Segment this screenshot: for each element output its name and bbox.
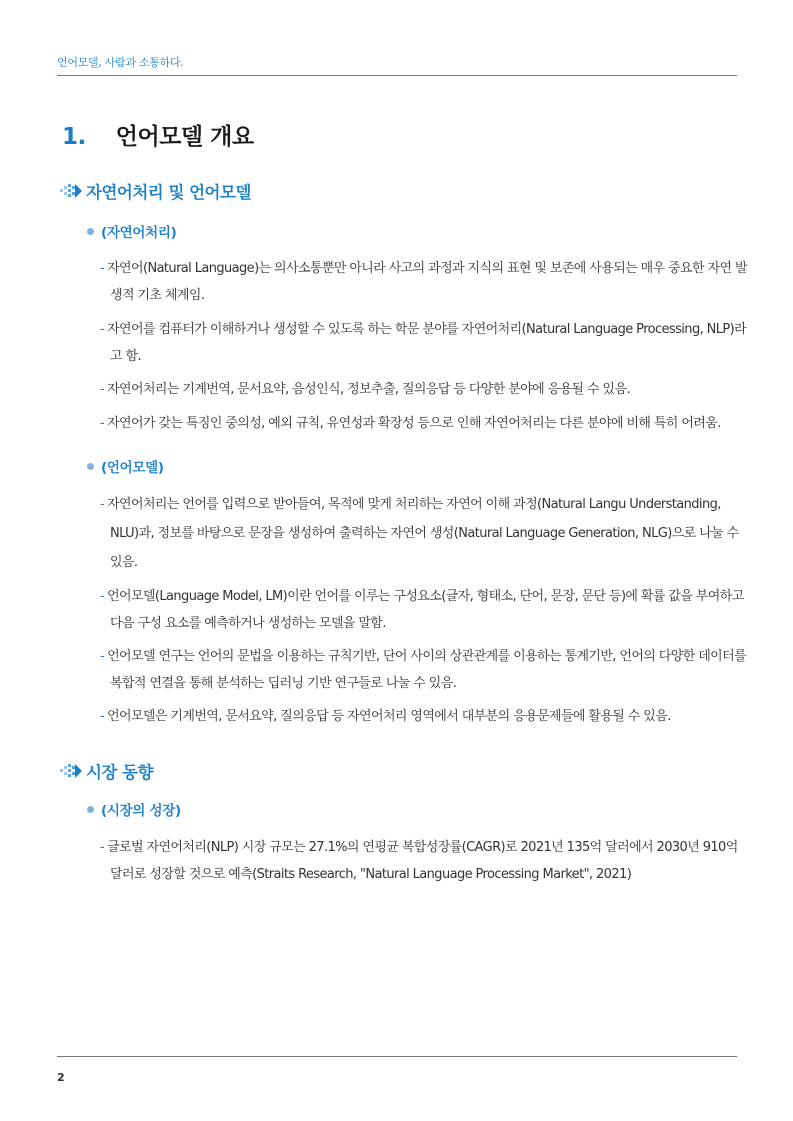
- list-item: - 자연어처리는 언어를 입력으로 받아들여, 목적에 맞게 처리하는 자연어 이해 과정(Natural Langu Understanding, NLU)과, 정보를 바탕으로 문장을 생성하여 출력하는 자연어 생성(Natural Language Generation, NLG)으로 나눌 수 있음.: [100, 497, 739, 570]
- list-item: - 언어모델 연구는 언어의 문법을 이용하는 규칙기반, 단어 사이의 상관관계를 이용하는 통계기반, 언어의 다양한 데이터를 복합적 연결을 통해 분석하는 딥러닝 기반 연구들로 나눌 수 있음.: [100, 649, 747, 691]
- subheading: [87, 221, 176, 241]
- section-title: 자연어처리 및 언어모델: [86, 183, 251, 202]
- arrow-icon: [60, 764, 82, 778]
- list-item-text: 자연어가 갖는 특징인 중의성, 예외 규칙, 유연성과 확장성 등으로 인해 자연어처리는 다른 분야에 비해 특히 어려움.: [107, 416, 721, 431]
- list-item: - 언어모델(Language Model, LM)이란 언어를 이루는 구성요소(글자, 형태소, 단어, 문장, 문단 등)에 확률 값을 부여하고 다음 구성 요소를 예측하거나 생성하는 모델을 말함.: [100, 589, 744, 631]
- section-heading: [60, 759, 153, 783]
- list-item: - 자연어(Natural Language)는 의사소통뿐만 아니라 사고의 과정과 지식의 표현 및 보존에 사용되는 매우 중요한 자연 발생적 기초 체계임.: [100, 261, 747, 303]
- list-item-text: 자연어(Natural Language)는 의사소통뿐만 아니라 사고의 과정과 지식의 표현 및 보존에 사용되는 매우 중요한 자연 발생적 기초 체계임.: [107, 261, 747, 303]
- list-item-text: 자연어처리는 언어를 입력으로 받아들여, 목적에 맞게 처리하는 자연어 이해 과정(Natural Langu Understanding, NLU)과, 정보를 바탕으로 문장을 생성하여 출력하는 자연어 생성(Natural Language Generation, NLG)으로 나눌 수 있음.: [107, 497, 739, 570]
- list-item: - 자연어가 갖는 특징인 중의성, 예외 규칙, 유연성과 확장성 등으로 인해 자연어처리는 다른 분야에 비해 특히 어려움.: [100, 416, 721, 431]
- list-item-text: 언어모델(Language Model, LM)이란 언어를 이루는 구성요소(글자, 형태소, 단어, 문장, 문단 등)에 확률 값을 부여하고 다음 구성 요소를 예측하거나 생성하는 모델을 말함.: [107, 589, 744, 631]
- list-item: - 자연어처리는 기계번역, 문서요약, 음성인식, 정보추출, 질의응답 등 다양한 분야에 응용될 수 있음.: [100, 382, 630, 397]
- list-item-text: 자연어처리는 기계번역, 문서요약, 음성인식, 정보추출, 질의응답 등 다양한 분야에 응용될 수 있음.: [107, 382, 630, 397]
- list-item: - 자연어를 컴퓨터가 이해하거나 생성할 수 있도록 하는 학문 분야를 자연어처리(Natural Language Processing, NLP)라고 함.: [100, 322, 747, 364]
- subheading: [87, 456, 164, 476]
- bullet-icon: [87, 463, 94, 470]
- list-item-text: 글로벌 자연어처리(NLP) 시장 규모는 27.1%의 연평균 복합성장률(CAGR)로 2021년 135억 달러에서 2030년 910억 달러로 성장할 것으로 예측(Straits Research, "Natural Language Processing Market", 2021): [107, 840, 738, 882]
- chapter-title-text: 언어모델 개요: [115, 124, 254, 150]
- header-divider: [57, 75, 737, 76]
- bullet-icon: [87, 806, 94, 813]
- subheading-label: (자연어처리): [101, 225, 177, 241]
- subheading-label: (시장의 성장): [101, 803, 181, 819]
- section-title: 시장 동향: [86, 763, 154, 782]
- section-heading: [60, 179, 251, 203]
- chapter-title: [62, 118, 254, 151]
- chapter-number: 1.: [62, 124, 86, 150]
- list-item-text: 언어모델 연구는 언어의 문법을 이용하는 규칙기반, 단어 사이의 상관관계를 이용하는 통계기반, 언어의 다양한 데이터를 복합적 연결을 통해 분석하는 딥러닝 기반 연구들로 나눌 수 있음.: [107, 649, 747, 691]
- list-item-text: 자연어를 컴퓨터가 이해하거나 생성할 수 있도록 하는 학문 분야를 자연어처리(Natural Language Processing, NLP)라고 함.: [107, 322, 747, 364]
- bullet-icon: [87, 228, 94, 235]
- running-header: 언어모델, 사람과 소통하다.: [57, 56, 184, 69]
- list-item: - 글로벌 자연어처리(NLP) 시장 규모는 27.1%의 연평균 복합성장률(CAGR)로 2021년 135억 달러에서 2030년 910억 달러로 성장할 것으로 예측(Straits Research, "Natural Language Processing Market", 2021): [100, 840, 738, 882]
- subheading-label: (언어모델): [101, 460, 164, 476]
- footer-divider: [57, 1056, 737, 1057]
- page-number: 2: [57, 1071, 65, 1084]
- list-item-text: 언어모델은 기계번역, 문서요약, 질의응답 등 자연어처리 영역에서 대부분의 응용문제들에 활용될 수 있음.: [107, 709, 671, 724]
- list-item: - 언어모델은 기계번역, 문서요약, 질의응답 등 자연어처리 영역에서 대부분의 응용문제들에 활용될 수 있음.: [100, 709, 671, 724]
- subheading: [87, 799, 181, 819]
- arrow-icon: [60, 184, 82, 198]
